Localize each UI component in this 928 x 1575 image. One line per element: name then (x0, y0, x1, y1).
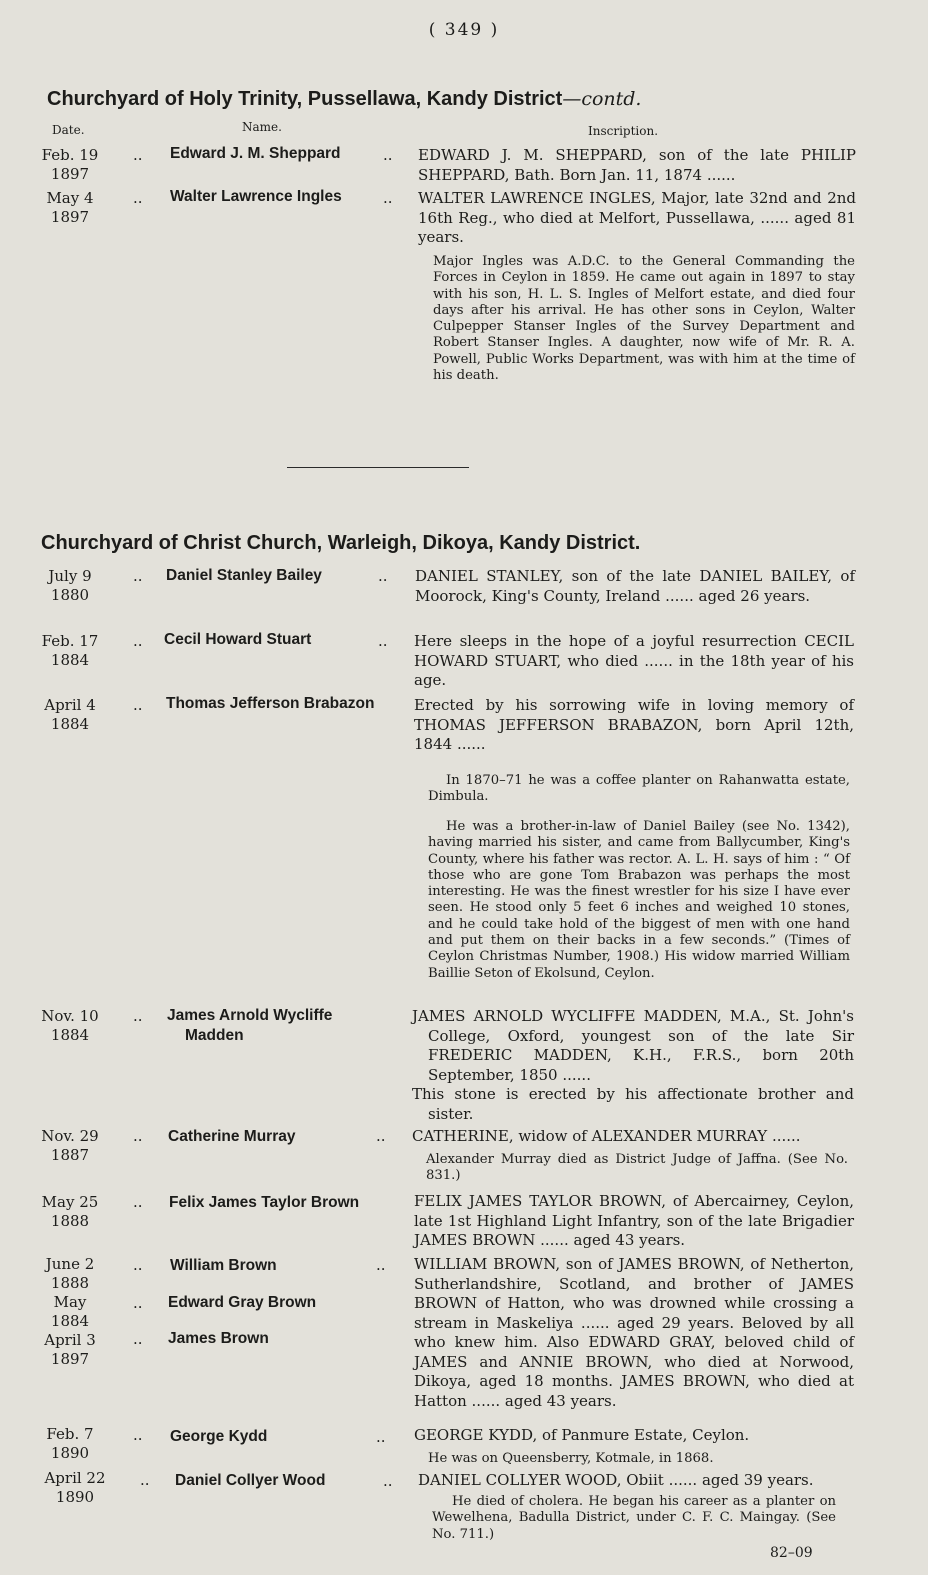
entry-date: May 25 1888 (41, 1193, 99, 1230)
printer-mark: 82–09 (770, 1545, 813, 1561)
entry-note: He was on Queensberry, Kotmale, in 1868. (428, 1451, 714, 1466)
leader-dots: .. (140, 1471, 150, 1489)
entry-name: Felix James Taylor Brown (169, 1194, 360, 1211)
entry-inscription: DANIEL STANLEY, son of the late DANIEL BAILEY, of Moorock, King's County, Ireland ...... aged 26 years. (415, 567, 855, 605)
leader-dots: .. (133, 696, 143, 714)
entry-note: Major Ingles was A.D.C. to the General Commanding the Forces in Ceylon in 1859. He came out again in 1897 to stay with his son, H. L. S. Ingles of Melfort estate, and died four days after his arrival. He has other sons in Ceylon, Walter Culpepper Stanser Ingles of the Survey Department and Robert Stanser Ingles. A daughter, now wife of Mr. R. A. Powell, Public Works Department, was with him at the time of his death. (433, 254, 855, 384)
entry-name: Daniel Stanley Bailey (166, 567, 322, 584)
leader-dots: .. (133, 1426, 143, 1444)
entry-inscription: CATHERINE, widow of ALEXANDER MURRAY ...... (412, 1127, 801, 1145)
entry-inscription: GEORGE KYDD, of Panmure Estate, Ceylon. (414, 1426, 750, 1444)
entry-name: George Kydd (170, 1428, 268, 1445)
section-heading-christ-church: Churchyard of Christ Church, Warleigh, Dikoya, Kandy District. (41, 532, 641, 554)
entry-name: Daniel Collyer Wood (175, 1472, 326, 1489)
leader-dots: .. (133, 1127, 143, 1145)
leader-dots: .. (378, 632, 388, 650)
entry-name: Walter Lawrence Ingles (170, 188, 342, 205)
section-divider (287, 467, 469, 468)
entry-name: James Arnold Wycliffe Madden (167, 1007, 333, 1044)
entry-inscription: Erected by his sorrowing wife in loving memory of THOMAS JEFFERSON BRABAZON, born April 12th, 1844 ...... (414, 696, 854, 753)
entry-note: In 1870–71 he was a coffee planter on Rahanwatta estate, Dimbula. He was a brother-in-law of Daniel Bailey (see No. 1342), having married his sister, and came from Ballycumber, King's County, where his father was rector. A. L. H. says of him : “ Of those who are gone Tom Brabazon was perhaps the most interesting. He was the finest wrestler for his size I have ever seen. He stood only 5 feet 6 inches and weighed 10 stones, and he could take hold of the biggest of men with one hand and put them on their backs in a few seconds.” (Times of Ceylon Christmas Number, 1908.) His widow married William Baillie Seton of Ekolsund, Ceylon. (428, 773, 850, 981)
entry-date: Feb. 17 1884 (41, 632, 99, 669)
entry-name: Cecil Howard Stuart (164, 631, 312, 648)
leader-dots: .. (383, 146, 393, 164)
entry-inscription: FELIX JAMES TAYLOR BROWN, of Abercairney, Ceylon, late 1st Highland Light Infantry, son of the late Brigadier JAMES BROWN ...... aged 43 years. (414, 1192, 854, 1249)
column-header-name: Name. (242, 120, 282, 134)
leader-dots: .. (133, 189, 143, 207)
section-heading-holy-trinity (47, 88, 641, 111)
leader-dots: .. (376, 1428, 386, 1446)
leader-dots: .. (133, 1193, 143, 1211)
entry-date: April 22 1890 (44, 1469, 106, 1506)
leader-dots: .. (376, 1127, 386, 1145)
entry-note: He died of cholera. He began his career as a planter on Wewelhena, Badulla District, under C. F. C. Maingay. (See No. 711.) (432, 1494, 836, 1542)
entry-inscription: EDWARD J. M. SHEPPARD, son of the late PHILIP SHEPPARD, Bath. Born Jan. 11, 1874 ...... (418, 146, 856, 184)
leader-dots: .. (133, 567, 143, 585)
entry-date: June 2 1888 May 1884 April 3 1897 (44, 1255, 96, 1368)
leader-dots: .. (378, 567, 388, 585)
entry-inscription: WILLIAM BROWN, son of JAMES BROWN, of Netherton, Sutherlandshire, Scotland, and brother of JAMES BROWN of Hatton, who was drowned while crossing a stream in Maskeliya ...... aged 29 years. Beloved by all who knew him. Also EDWARD GRAY, beloved child of JAMES and ANNIE BROWN, who died at Norwood, Dikoya, aged 18 months. JAMES BROWN, who died at Hatton ...... aged 43 years. (414, 1255, 854, 1410)
leader-dots: .. (133, 632, 143, 650)
entry-name: Catherine Murray (168, 1128, 296, 1145)
leader-dots: .. (133, 1007, 143, 1025)
entry-name: Edward J. M. Sheppard (170, 145, 341, 162)
section-title: Churchyard of Holy Trinity, Pussellawa, Kandy District (47, 88, 563, 110)
contd-label: —contd. (562, 88, 642, 110)
leader-dots: .. (133, 1330, 143, 1348)
entry-date: Feb. 19 1897 (41, 146, 99, 183)
entry-note: Alexander Murray died as District Judge of Jaffna. (See No. 831.) (426, 1152, 848, 1184)
leader-dots: .. (133, 1294, 143, 1312)
leader-dots: .. (383, 1472, 393, 1490)
entry-inscription: JAMES ARNOLD WYCLIFFE MADDEN, M.A., St. John's College, Oxford, youngest son of the late Sir FREDERIC MADDEN, K.H., F.R.S., born 20th September, 1850 ...... This stone is erected by his affectionate brother and sister. (412, 1007, 854, 1123)
entry-name: James Brown (168, 1330, 269, 1347)
leader-dots: .. (376, 1256, 386, 1274)
entry-name: William Brown (170, 1257, 277, 1274)
entry-inscription: Here sleeps in the hope of a joyful resurrection CECIL HOWARD STUART, who died ...... in the 18th year of his age. (414, 632, 854, 689)
leader-dots: .. (133, 146, 143, 164)
entry-date: April 4 1884 (44, 696, 96, 733)
entry-inscription: DANIEL COLLYER WOOD, Obiit ...... aged 39 years. (418, 1471, 814, 1489)
entry-date: Nov. 10 1884 (41, 1007, 99, 1044)
entry-name: Edward Gray Brown (168, 1294, 317, 1311)
entry-date: May 4 1897 (46, 189, 94, 226)
page-number: ( 349 ) (428, 20, 500, 40)
entry-date: Feb. 7 1890 (46, 1425, 94, 1462)
leader-dots: .. (383, 189, 393, 207)
entry-inscription: WALTER LAWRENCE INGLES, Major, late 32nd and 2nd 16th Reg., who died at Melfort, Pussellawa, ...... aged 81 years. (418, 189, 856, 246)
entry-date: Nov. 29 1887 (41, 1127, 99, 1164)
entry-name: Thomas Jefferson Brabazon (166, 695, 375, 712)
column-header-date: Date. (52, 123, 85, 137)
column-header-inscription: Inscription. (588, 124, 659, 138)
leader-dots: .. (133, 1256, 143, 1274)
entry-date: July 9 1880 (48, 567, 92, 604)
